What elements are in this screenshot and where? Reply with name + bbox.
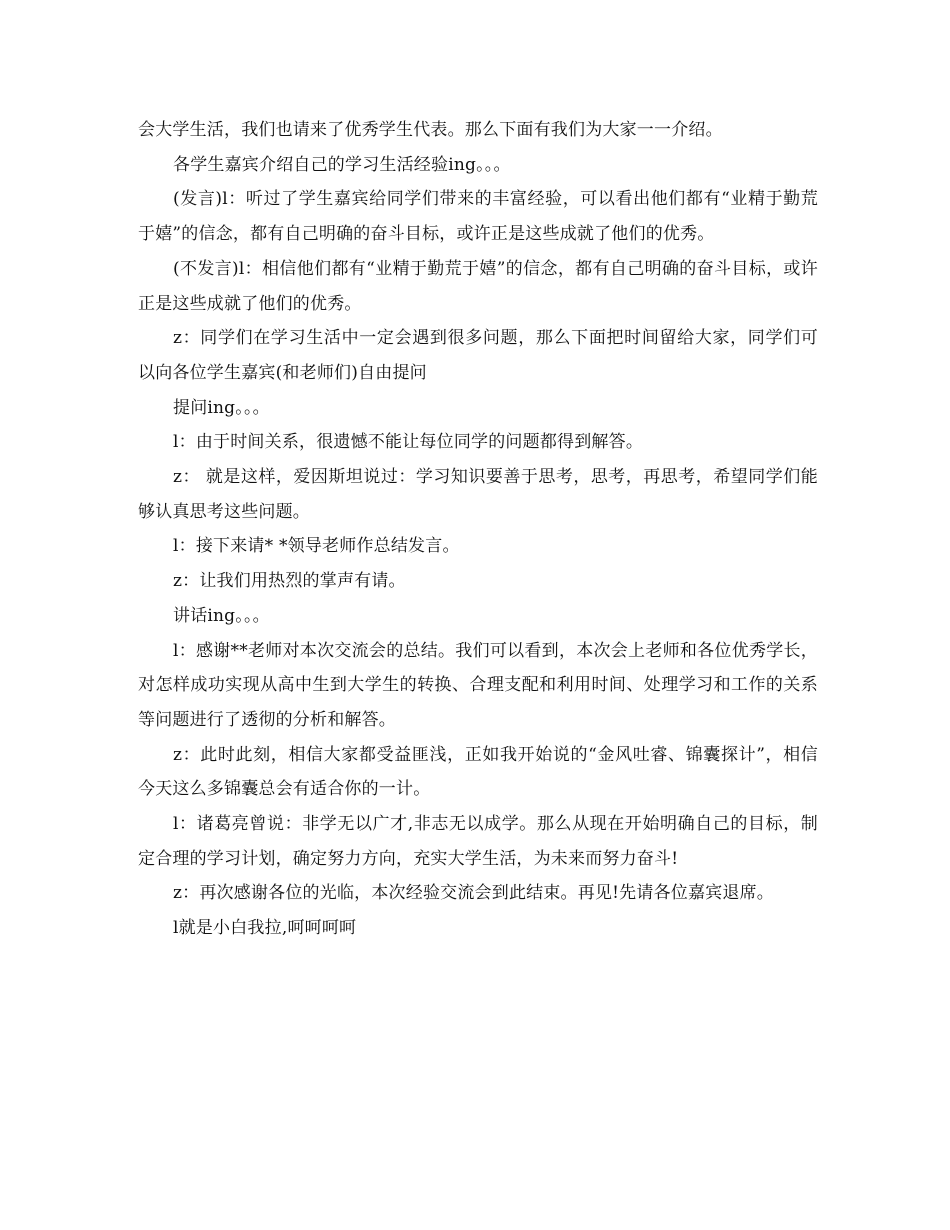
paragraph: 提问ing。。。 xyxy=(173,397,270,418)
paragraph: 会大学生活，我们也请来了优秀学生代表。那么下面有我们为大家一一介绍。 xyxy=(138,120,723,140)
document-body xyxy=(138,113,818,946)
paragraph: z：让我们用热烈的掌声有请。 xyxy=(173,571,406,592)
paragraph: 讲话ing。。。 xyxy=(173,605,270,626)
paragraph: l：诸葛亮曾说：非学无以广才,非志无以成学。那么从现在开始明确自己的目标，制定合理的学习计划，确定努力方向，充实大学生活，为未来而努力奋斗! xyxy=(138,814,818,869)
paragraph: (不发言)l：相信他们都有“业精于勤荒于嬉”的信念，都有自己明确的奋斗目标，或许正是这些成就了他们的优秀。 xyxy=(138,258,818,314)
paragraph: l：接下来请* *领导老师作总结发言。 xyxy=(173,536,460,557)
paragraph: l：由于时间关系，很遗憾不能让每位同学的问题都得到解答。 xyxy=(173,432,644,453)
paragraph: z：再次感谢各位的光临，本次经验交流会到此结束。再见!先请各位嘉宾退席。 xyxy=(173,883,774,904)
paragraph: l：感谢**老师对本次交流会的总结。我们可以看到，本次会上老师和各位优秀学长，对怎样成功实现从高中生到大学生的转换、合理支配和利用时间、处理学习和工作的关系等问题进行了透彻的分析和解答。 xyxy=(138,640,818,730)
paragraph: (发言)l：听过了学生嘉宾给同学们带来的丰富经验，可以看出他们都有“业精于勤荒于嬉”的信念，都有自己明确的奋斗目标，或许正是这些成就了他们的优秀。 xyxy=(138,189,818,245)
paragraph: l就是小白我拉,呵呵呵呵 xyxy=(173,918,357,939)
paragraph: 各学生嘉宾介绍自己的学习生活经验ing。。。 xyxy=(173,154,511,175)
paragraph: z： 就是这样，爱因斯坦说过：学习知识要善于思考，思考，再思考，希望同学们能够认真思考这些问题。 xyxy=(138,467,818,522)
paragraph: z：此时此刻，相信大家都受益匪浅，正如我开始说的“金风吐睿、锦囊探计”，相信今天这么多锦囊总会有适合你的一计。 xyxy=(138,744,818,800)
paragraph: z：同学们在学习生活中一定会遇到很多问题，那么下面把时间留给大家，同学们可以向各位学生嘉宾(和老师们)自由提问 xyxy=(138,328,818,383)
